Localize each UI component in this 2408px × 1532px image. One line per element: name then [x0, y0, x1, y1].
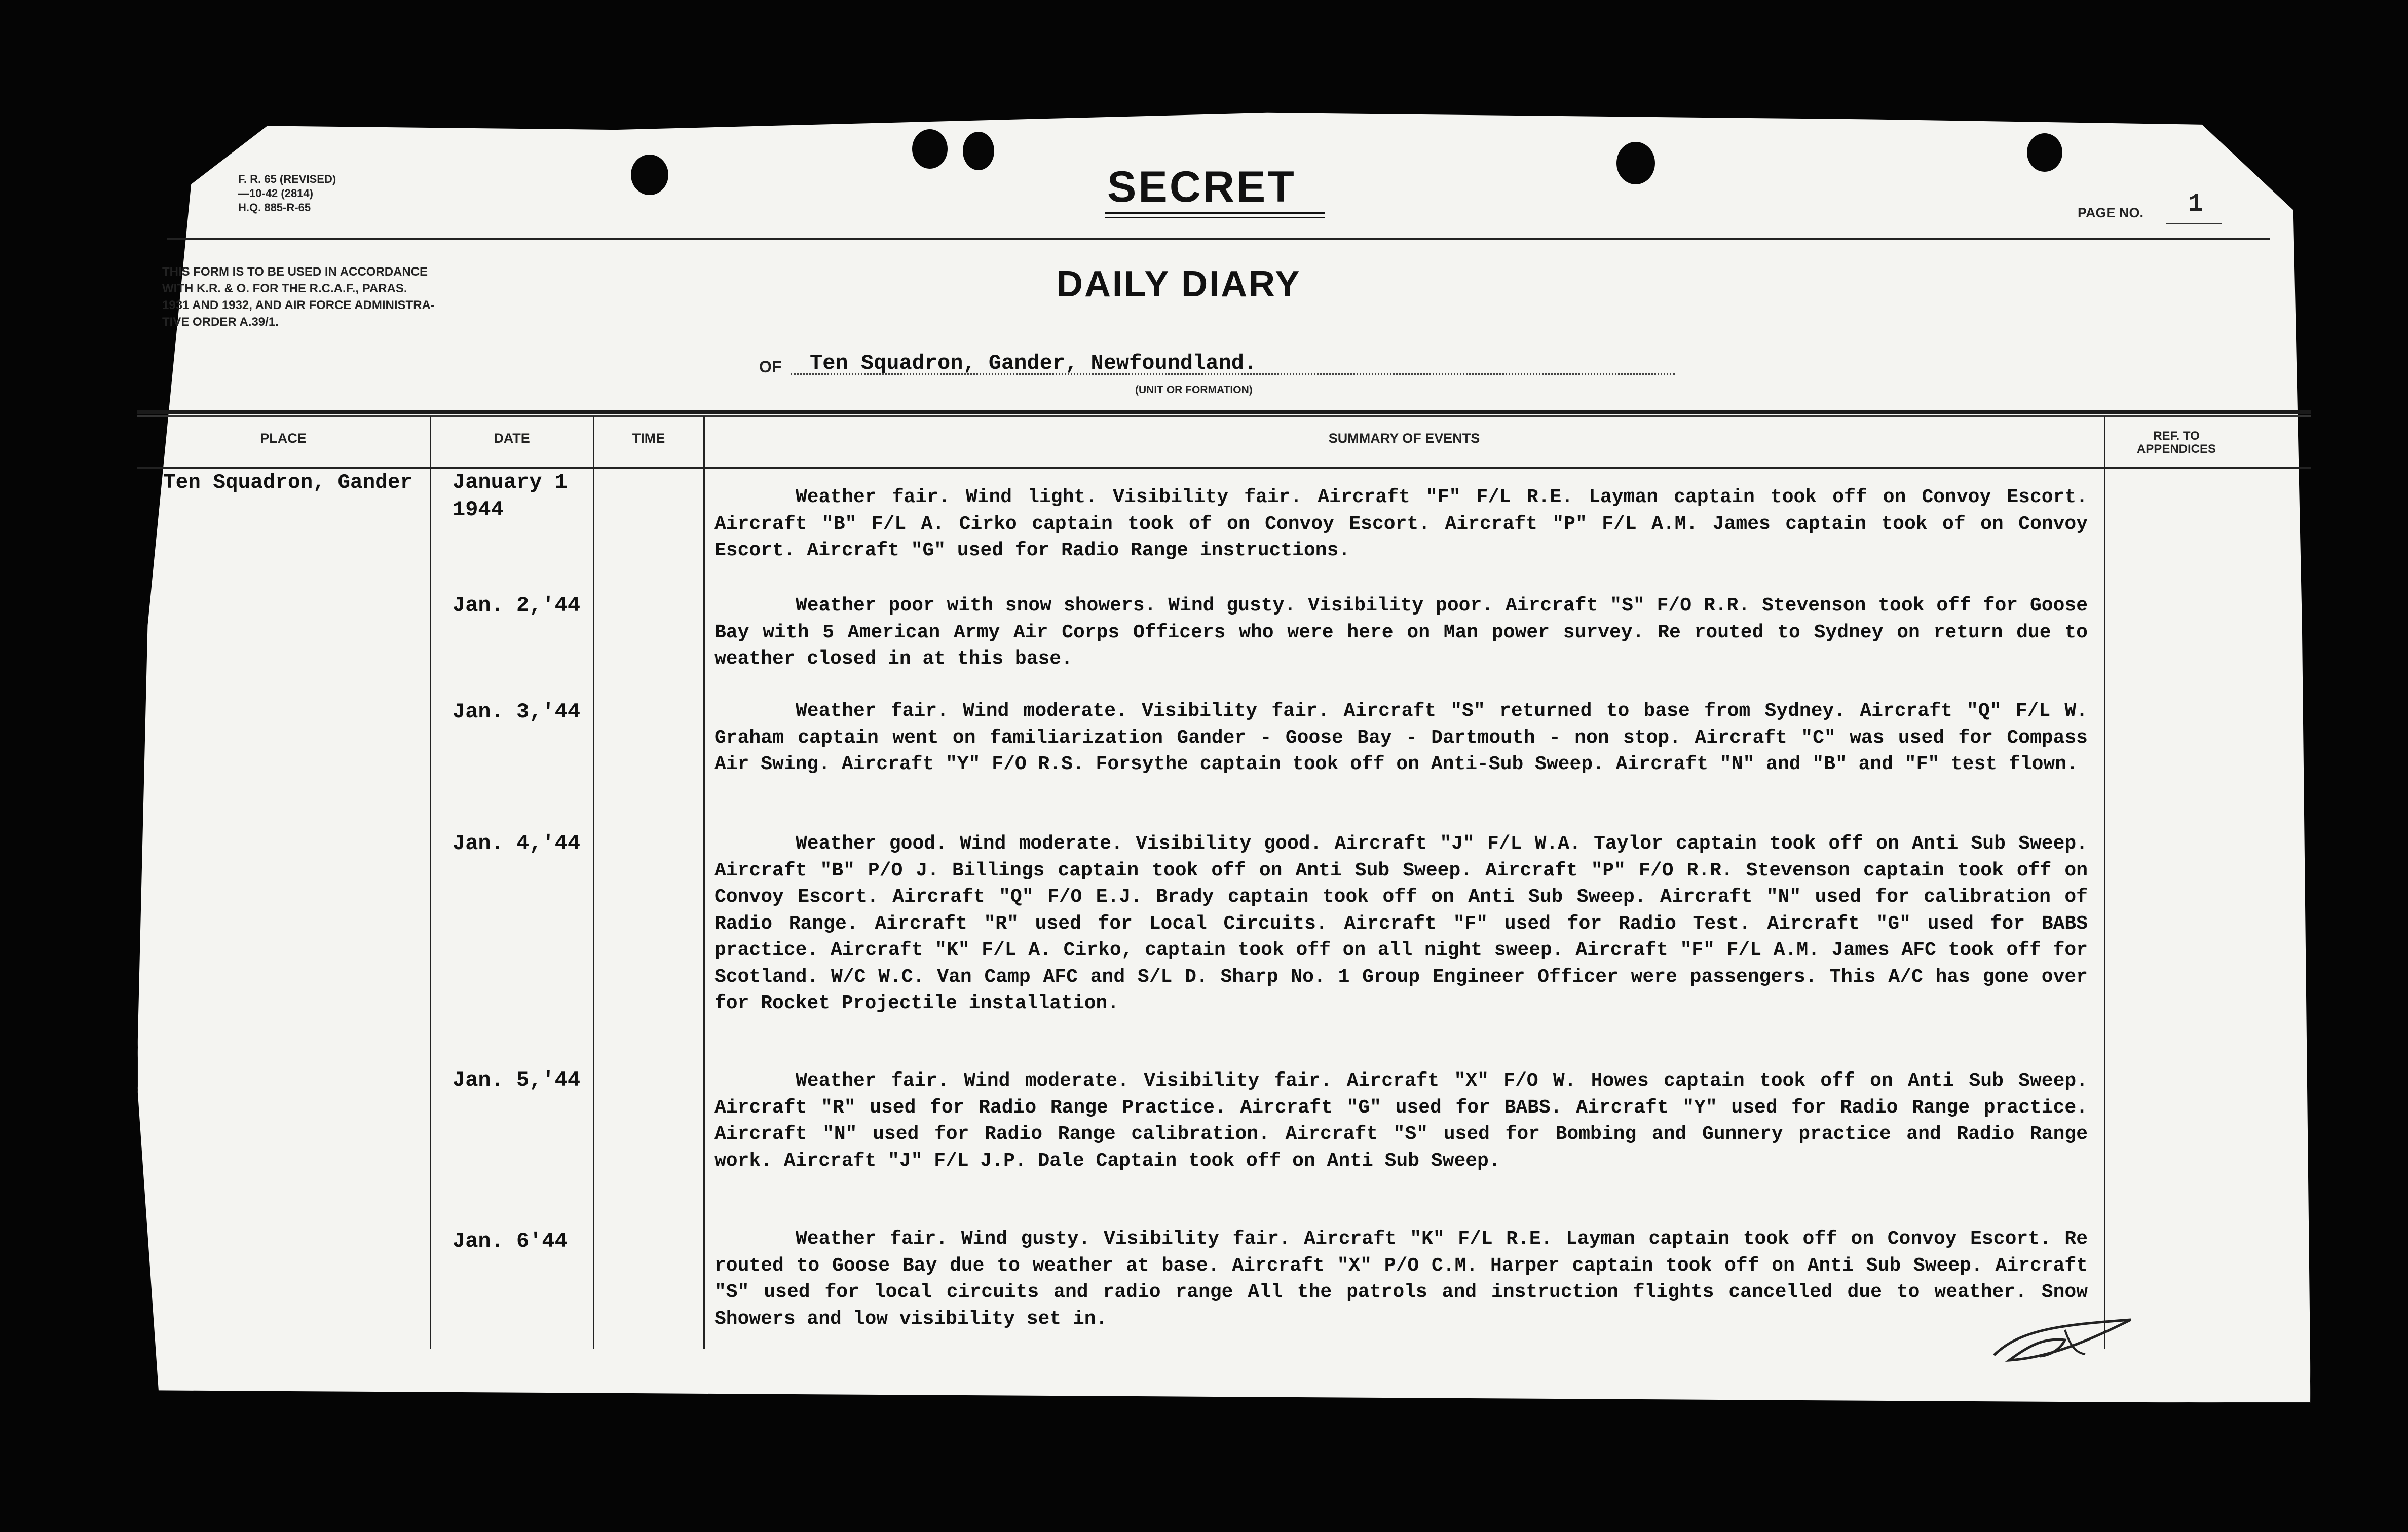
header-divider — [167, 238, 2270, 240]
entry-date: Jan. 3,'44 — [453, 700, 581, 724]
punch-hole — [912, 129, 948, 169]
place-cell: Ten Squadron, Gander — [163, 471, 413, 494]
entry-summary: Weather fair. Wind gusty. Visibility fair. Aircraft "K" F/L R.E. Layman captain took off on Convoy Escort. Re routed to Goose Bay due to weather at base. Aircraft "X" P/O C.M. Harper captain took off on Anti Sub Sweep. Aircraft "S" used for local circuits and radio range All the patrols and instruction flights cancelled due to weather. Snow Showers and low visibility set in. — [714, 1228, 2088, 1330]
column-header-summary: SUMMARY OF EVENTS — [1328, 431, 1480, 446]
unit-line — [791, 373, 1675, 375]
entry-date: January 1 1944 — [453, 470, 568, 522]
column-divider — [593, 416, 594, 1349]
column-header-date: DATE — [494, 431, 530, 446]
unit-caption: (UNIT OR FORMATION) — [1135, 384, 1253, 396]
column-divider — [430, 416, 431, 1349]
column-divider — [703, 416, 705, 1349]
page-number-line — [2166, 223, 2222, 224]
page-number-value: 1 — [2188, 190, 2204, 219]
entry-date: Jan. 6'44 — [453, 1229, 568, 1253]
column-header-time: TIME — [632, 431, 665, 446]
entry-summary: Weather fair. Wind moderate. Visibility fair. Aircraft "S" returned to base from Sydney. Aircraft "Q" F/L W. Graham captain went on familiarization Gander - Goose Bay - Dartmouth - non stop. Aircraft "C" was used for Compass Air Swing. Aircraft "Y" F/O R.S. Forsythe captain took off on Anti-Sub Sweep. Aircraft "N" and "B" and "F" test flown. — [714, 700, 2088, 775]
handwritten-initials — [1989, 1310, 2141, 1370]
table-top-rule — [137, 410, 2311, 414]
unit-label: OF — [759, 358, 782, 376]
punch-hole — [1616, 142, 1655, 184]
punch-hole — [631, 155, 668, 195]
form-instructions: THIS FORM IS TO BE USED IN ACCORDANCE WITH K.R. & O. FOR THE R.C.A.F., PARAS. 1931 AND 1932, AND AIR FORCE ADMINISTRA- TIVE ORDER A.39/1. — [162, 265, 435, 329]
punch-hole — [2027, 133, 2062, 172]
punch-hole — [963, 132, 994, 170]
column-divider — [2104, 416, 2105, 1349]
form-code: F. R. 65 (REVISED) —10-42 (2814) H.Q. 885-R-65 — [238, 173, 336, 214]
classification-stamp: SECRET — [1107, 163, 1296, 211]
entry-date: Jan. 4,'44 — [453, 831, 581, 856]
entry-summary: Weather fair. Wind light. Visibility fair. Aircraft "F" F/L R.E. Layman captain took off on Convoy Escort. Aircraft "B" F/L A. Cirko captain took of on Convoy Escort. Aircraft "P" F/L A.M. James captain took of on Convoy Escort. Aircraft "G" used for Radio Range instructions. — [714, 486, 2088, 561]
column-header-place: PLACE — [260, 431, 307, 446]
page-number-label: PAGE NO. — [2078, 205, 2144, 220]
page-title: DAILY DIARY — [1057, 264, 1301, 304]
entry-date: Jan. 5,'44 — [453, 1068, 581, 1092]
classification-underline — [1105, 212, 1325, 214]
entry-summary: Weather good. Wind moderate. Visibility good. Aircraft "J" F/L W.A. Taylor captain took off on Anti Sub Sweep. Aircraft "B" P/O J. Billings captain took off on Anti Sub Sweep. Aircraft "P" F/O R.R. Stevenson captain took off on Convoy Escort. Aircraft "Q" F/O E.J. Brady captain took off on Anti Sub Sweep. Aircraft "N" used for calibration of Radio Range. Aircraft "R" used for Local Circuits. Aircraft "F" used for Radio Test. Aircraft "G" used for BABS practice. Aircraft "K" F/L A. Cirko, captain took off on all night sweep. Aircraft "F" F/L A.M. James AFC took off for Scotland. W/C W.C. Van Camp AFC and S/L D. Sharp No. 1 Group Engineer Officer were passengers. This A/C has gone over for Rocket Projectile installation. — [714, 833, 2088, 1014]
entry-summary: Weather fair. Wind moderate. Visibility fair. Aircraft "X" F/O W. Howes captain took off on Anti Sub Sweep. Aircraft "R" used for Radio Range Practice. Aircraft "G" used for BABS. Aircraft "Y" used for Radio Range practice. Aircraft "N" used for Radio Range calibration. Aircraft "S" used for Bombing and Gunnery practice and Radio Range work. Aircraft "J" F/L J.P. Dale Captain took off on Anti Sub Sweep. — [714, 1070, 2088, 1172]
table-top-rule — [137, 415, 2311, 417]
classification-underline — [1105, 217, 1325, 218]
unit-value: Ten Squadron, Gander, Newfoundland. — [810, 351, 1257, 375]
entry-summary: Weather poor with snow showers. Wind gusty. Visibility poor. Aircraft "S" F/O R.R. Stevenson took off for Goose Bay with 5 American Army Air Corps Officers who were here on Man power survey. Re routed to Sydney on return due to weather closed in at this base. — [714, 595, 2088, 670]
column-header-ref: REF. TO APPENDICES — [2136, 429, 2216, 456]
entry-date: Jan. 2,'44 — [453, 593, 581, 618]
